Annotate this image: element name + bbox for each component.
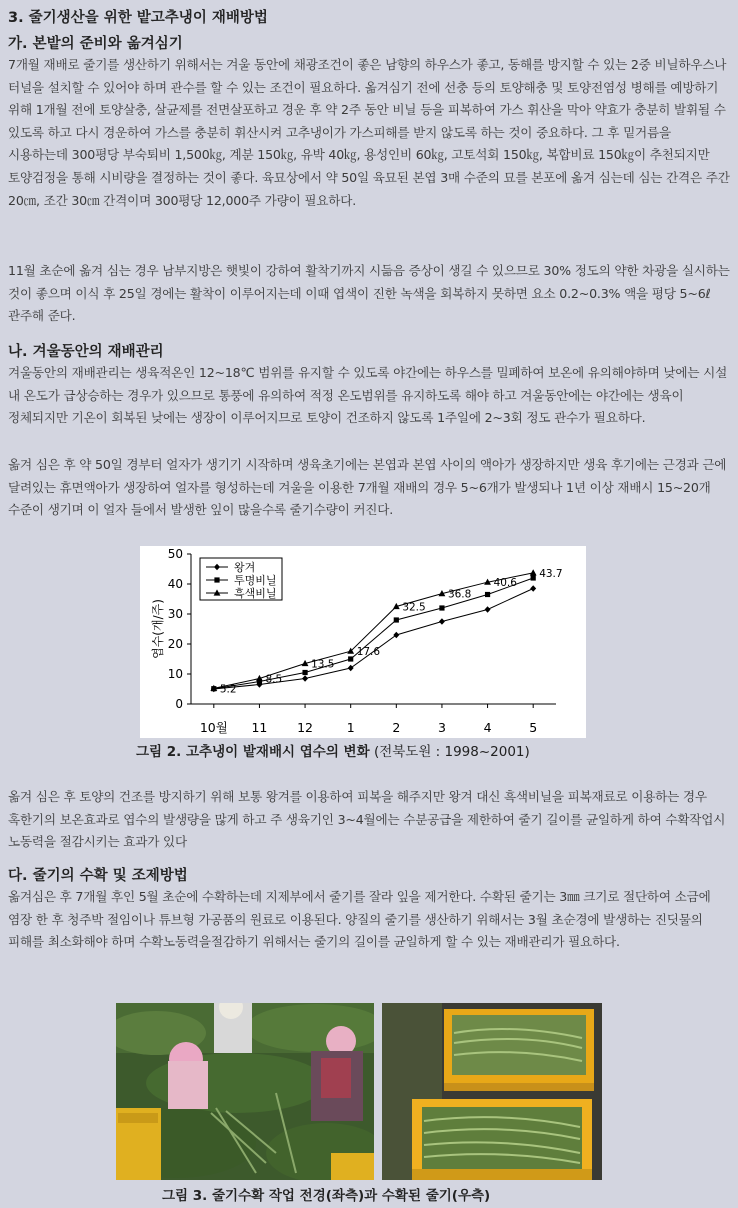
- y-tick-label: 20: [167, 637, 183, 651]
- paragraph-a1: 7개월 재배로 줄기를 생산하기 위해서는 겨울 동안에 채광조건이 좋은 남향의 하우스가 좋고, 동해를 방지할 수 있는 2중 비닐하우스나 터널을 설치할 수 있어야 하며 관수를 할 수 있는 조건이 필요하다. 옮겨심기 전에 선충 등의 토양해충 및 토양전염성 병해를 예방하기 위해 1개월 전에 토양살충, 살균제를 전면살포하고 경운 후 약 2주 동안 비닐 등을 피복하여 가스 휘산을 막아 약효가 충분히 발휘될 수 있도록 하고 다시 경운하여 가스를 충분히 휘산시켜 고추냉이가 가스피해를 받지 않도록 하는 것이 중요하다. 그 후 밑거름을 시용하는데 300평당 부숙퇴비 1,500㎏, 계분 150㎏, 유박 40㎏, 용성인비 60㎏, 고토석회 150㎏, 복합비료 150㎏이 추천되지만 토양검정을 통해 시비량을 결정하는 것이 좋다. 육묘상에서 약 50일 육묘된 본엽 3매 수준의 묘를 본포에 옮겨 심는데 심는 간격은 주간 20㎝, 조간 30㎝ 간격이며 300평당 12,000주 가량이 필요하다.: [8, 57, 730, 208]
- data-label: 40.6: [493, 577, 517, 590]
- data-point-s0-5: [439, 618, 445, 624]
- data-point-s1-3: [348, 656, 353, 661]
- chart-svg: [140, 546, 586, 738]
- figure2-caption-source: (전북도원 : 1998~2001): [373, 744, 530, 760]
- x-tick-label: 3: [437, 720, 446, 735]
- paragraph-a2: 11월 초순에 옮겨 심는 경우 남부지방은 햇빛이 강하여 활착기까지 시듦음 증상이 생길 수 있으므로 30% 정도의 약한 차광을 실시하는 것이 좋으며 이식 후 25일 경에는 활착이 이루어지는데 이때 엽색이 진한 녹색을 회복하지 못하면 요소 0.2~0.3% 액을 평당 5~6ℓ 관주해 준다.: [8, 263, 730, 324]
- series-line-0: [214, 589, 533, 690]
- paragraph-c1: 옮겨심은 후 7개월 후인 5월 초순에 수확하는데 지제부에서 줄기를 잘라 잎을 제거한다. 수확된 줄기는 3㎜ 크기로 절단하여 소금에 염장 한 후 청주박 절임이나 튜브형 가공품의 원료로 이용된다. 양질의 줄기를 생산하기 위해서는 3월 초순경에 발생하는 진딧물의 피해를 최소화해야 하며 수확노동력을절감하기 위해서는 줄기의 길이를 균일하게 할 수 있는 재배관리가 필요하다.: [8, 889, 711, 950]
- paragraph-b3: 옮겨 심은 후 토양의 건조를 방지하기 위해 보통 왕겨를 이용하여 피복을 해주지만 왕겨 대신 흑색비닐을 피복재료로 이용하는 경우 혹한기의 보온효과로 엽수의 발생량을 많게 하고 주 생육기인 3~4월에는 수분공급을 제한하여 줄기 길이를 균일하게 하여 수확작업시 노동력을 절감시키는 효과가 있다: [8, 789, 726, 850]
- x-tick-label: 12: [297, 720, 314, 735]
- paragraph-b1: 겨울동안의 재배관리는 생육적온인 12~18℃ 범위를 유지할 수 있도록 야간에는 하우스를 밀폐하여 보온에 유의해야하며 낮에는 시설 내 온도가 급상승하는 경우가 있으므로 통풍에 유의하여 적정 온도범위를 유지하도록 해야 하고 겨울동안에는 야간에는 생육이 정체되지만 기온이 회복된 낮에는 생장이 이루어지므로 토양이 건조하지 않도록 1주일에 2~3회 정도 관수가 필요하다.: [8, 365, 728, 426]
- y-tick-label: 50: [167, 547, 183, 561]
- legend-marker: [214, 577, 219, 582]
- data-point-s1-4: [394, 617, 399, 622]
- y-axis-label: 엽수(개/주): [151, 599, 165, 659]
- heading-a: 가. 본밭의 준비와 옮겨심기: [8, 36, 183, 52]
- figure3-caption: 그림 3. 줄기수확 작업 전경(좌측)과 수확된 줄기(우측): [162, 1188, 491, 1204]
- data-point-s1-5: [439, 605, 444, 610]
- data-label: 36.8: [447, 588, 472, 601]
- x-tick-label: 11: [251, 720, 268, 735]
- data-point-s0-3: [348, 665, 354, 671]
- data-point-s1-6: [485, 592, 490, 597]
- y-tick-label: 30: [167, 607, 183, 621]
- harvested-stems-photo: [382, 1003, 602, 1180]
- figure2-caption: [136, 740, 530, 760]
- legend-label: 왕겨: [234, 561, 256, 574]
- data-label: 43.7: [539, 567, 563, 580]
- x-tick-label: 2: [392, 720, 401, 735]
- paragraph-b2: 옮겨 심은 후 약 50일 경부터 얼자가 생기기 시작하며 생육초기에는 본엽과 본엽 사이의 액아가 생장하지만 생육 후기에는 근경과 근에 달려있는 휴면액아가 생장하여 얼자를 형성하는데 겨울을 이용한 7개월 재배의 경우 5~6개가 발생되나 1년 이상 재배시 15~20개 수준이 생기며 이 얼자 들에서 발생한 잎이 많을수록 줄기수량이 커진다.: [8, 457, 727, 518]
- data-point-s0-4: [393, 632, 399, 638]
- legend-label: 흑색비닐: [234, 587, 277, 600]
- data-point-s1-7: [531, 575, 536, 580]
- data-point-s2-7: [530, 569, 537, 575]
- heading-b: 나. 겨울동안의 재배관리: [8, 344, 164, 360]
- harvest-work-photo: [116, 1003, 374, 1180]
- data-label: 8.5: [265, 673, 283, 686]
- x-tick-label: 4: [483, 720, 492, 735]
- y-tick-label: 0: [175, 697, 183, 711]
- y-tick-label: 40: [167, 577, 183, 591]
- data-label: 17.6: [356, 646, 381, 659]
- figure2-caption-title: 그림 2. 고추냉이 밭재배시 엽수의 변화: [136, 744, 370, 760]
- y-tick-label: 10: [167, 667, 183, 681]
- data-label: 5.2: [219, 683, 237, 696]
- data-point-s0-7: [530, 585, 536, 591]
- leaf-count-chart: [140, 546, 586, 738]
- data-point-s0-6: [485, 606, 491, 612]
- data-point-s1-2: [302, 670, 307, 675]
- data-label: 32.5: [402, 601, 426, 614]
- x-tick-label: 10월: [199, 720, 228, 735]
- data-point-s0-2: [302, 675, 308, 681]
- x-tick-label: 5: [529, 720, 538, 735]
- data-label: 13.5: [311, 658, 335, 671]
- x-tick-label: 1: [346, 720, 355, 735]
- section-title: 3. 줄기생산을 위한 밭고추냉이 재배방법: [8, 10, 268, 26]
- heading-c: 다. 줄기의 수확 및 조제방법: [8, 868, 188, 884]
- legend-label: 투명비닐: [234, 574, 277, 587]
